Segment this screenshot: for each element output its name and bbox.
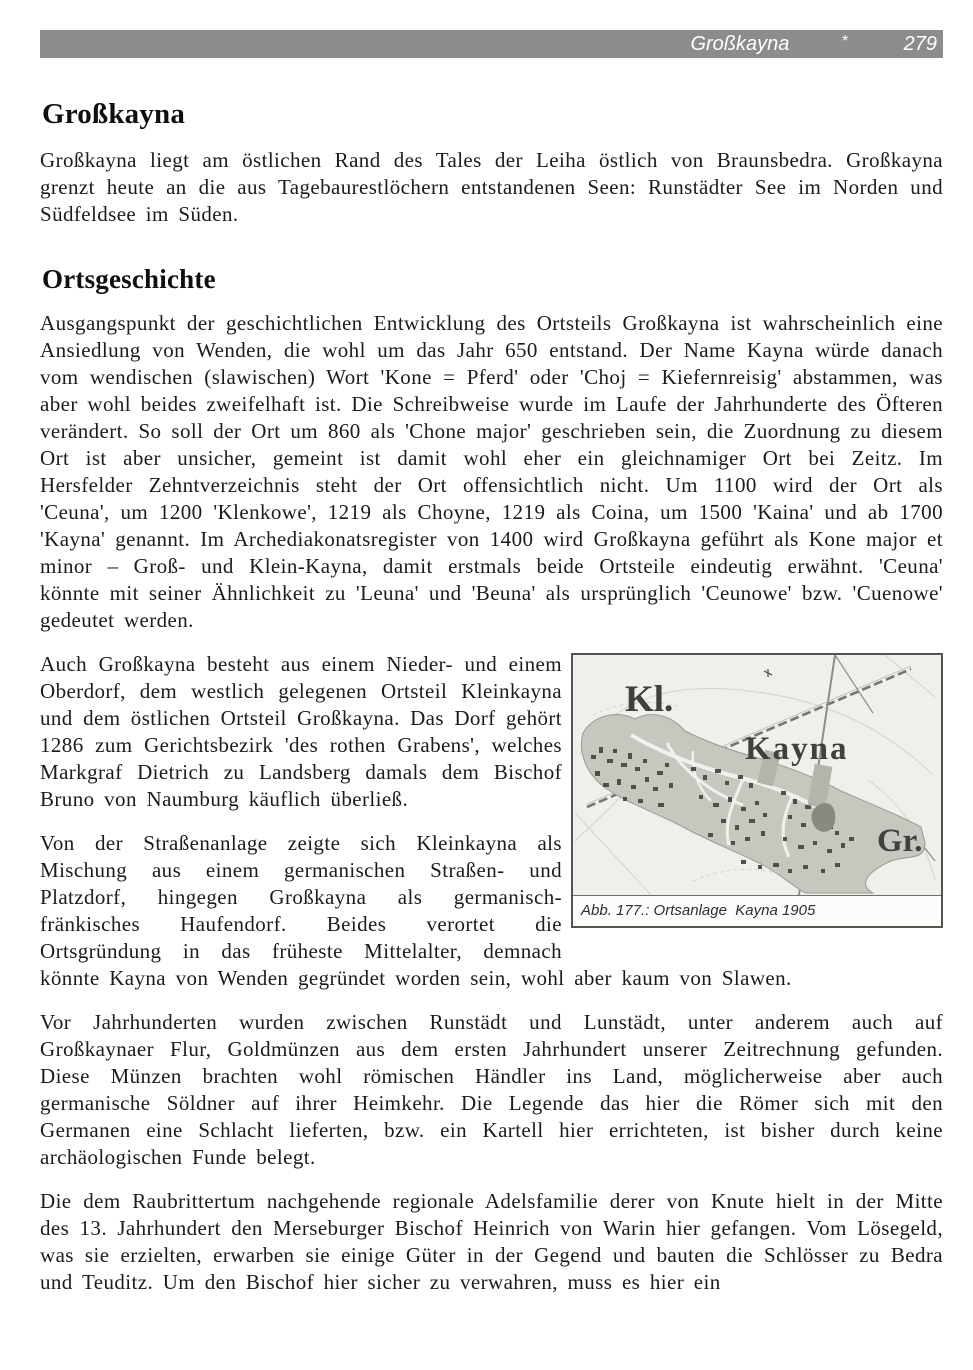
section-heading: Ortsgeschichte [42,264,216,294]
map-figure [571,653,943,928]
intro-paragraph: Großkayna liegt am östlichen Rand des Tales der Leiha östlich von Braunsbedra. Großkayna grenzt heute an die aus Tagebaurestlöchern entstandenen Seen: Runstädter See im Norden und Südfeldsee im Süden. [40,148,943,226]
map-label-kayna: Kayna [745,731,849,767]
history-paragraph-3: Von der Straßenanlage zeigte sich Kleinkayna als Mischung aus einem germanischen Straßen- und Platzdorf, hingegen Großkayna als germanisch-fränkisches Haufendorf. Beides verortet die Ortsgründung in das früheste Mittelalter, demnach könnte Kayna von Wenden gegründet worden sein, wohl aber kaum von Slawen. [40,831,792,990]
history-paragraph-2: Auch Großkayna besteht aus einem Nieder- und einem Oberdorf, dem westlich gelegenen Ortsteil Kleinkayna und dem östlichen Ortsteil Großkayna. Das Dorf gehört 1286 zum Gerichtsbezirk 'des rothen Grabens', welches Markgraf Dietrich zu Landsberg damals dem Bischof Bruno von Naumburg käuflich überließ. [40,652,562,811]
page-title: Großkayna [42,98,186,130]
page-content [40,30,943,1313]
map-label-kleinkayna: Kl. [625,679,674,720]
history-paragraph-4: Vor Jahrhunderten wurden zwischen Runstädt und Lunstädt, unter anderem auch auf Großkaynaer Flur, Goldmünzen aus dem ersten Jahrhundert unserer Zeitrechnung gefunden. Diese Münzen brachten wohl römischen Händler ins Land, möglicherweise aber auch germanische Söldner auf ihrer Heimkehr. Die Legende das hier die Römer sich mit den Germanen eine Schlacht lieferten, bzw. ein Kartell hier errichteten, ist bisher durch keine archäologischen Funde belegt. [40,1010,943,1169]
running-header-separator-star: * [841,33,848,50]
running-header-title: Großkayna [690,32,790,55]
historic-map-image [573,655,937,895]
running-header-bar [40,30,943,58]
map-label-grosskayna: Gr. [877,823,923,859]
history-paragraph-5: Die dem Raubrittertum nachgehende regionale Adelsfamilie derer von Knute hielt in der Mitte des 13. Jahrhundert den Merseburger Bischof Heinrich von Warin hier gefangen. Vom Lösegeld, was sie erzielten, erwarben sie einige Güter in der Gegend und bauten die Schlösser zu Bedra und Teuditz. Um den Bischof hier sicher zu verwahren, muss es hier ein [40,1189,943,1294]
page-number: 279 [903,32,937,55]
figure-caption: Abb. 177.: Ortsanlage Kayna 1905 [573,895,941,926]
history-paragraph-1: Ausgangspunkt der geschichtlichen Entwicklung des Ortsteils Großkayna ist wahrscheinlich eine Ansiedlung von Wenden, die wohl um das Jahr 650 entstand. Der Name Kayna würde danach vom wendischen (slawischen) Wort 'Kone = Pferd' oder 'Choj = Kiefernreisig' abstammen, was aber wohl beides zweifelhaft ist. Die Schreibweise wurde im Laufe der Jahrhunderte des Öfteren verändert. So soll der Ort um 860 als 'Chone major' geschrieben sein, die Zuordnung zu diesem Ort ist aber unsicher, gemeint ist damit wohl eher ein gleichnamiger Ort bei Zeitz. Im Hersfelder Zehntverzeichnis steht der Ort offensichtlich nicht. Um 1100 wird der Ort als 'Ceuna', um 1200 'Klenkowe', 1219 als Choyne, 1219 als Coina, um 1500 'Kaina' und ab 1700 'Kayna' genannt. Im Archediakonatsregister von 1400 wird Großkayna geführt als Kone major et minor – Groß- und Klein-Kayna, damit erstmals beide Ortsteile eindeutig erwähnt. 'Ceuna' könnte mit seiner Ähnlichkeit zu 'Leuna' und 'Beuna' als ursprünglich 'Ceunowe' bzw. 'Cuenowe' gedeutet werden. [40,311,943,632]
